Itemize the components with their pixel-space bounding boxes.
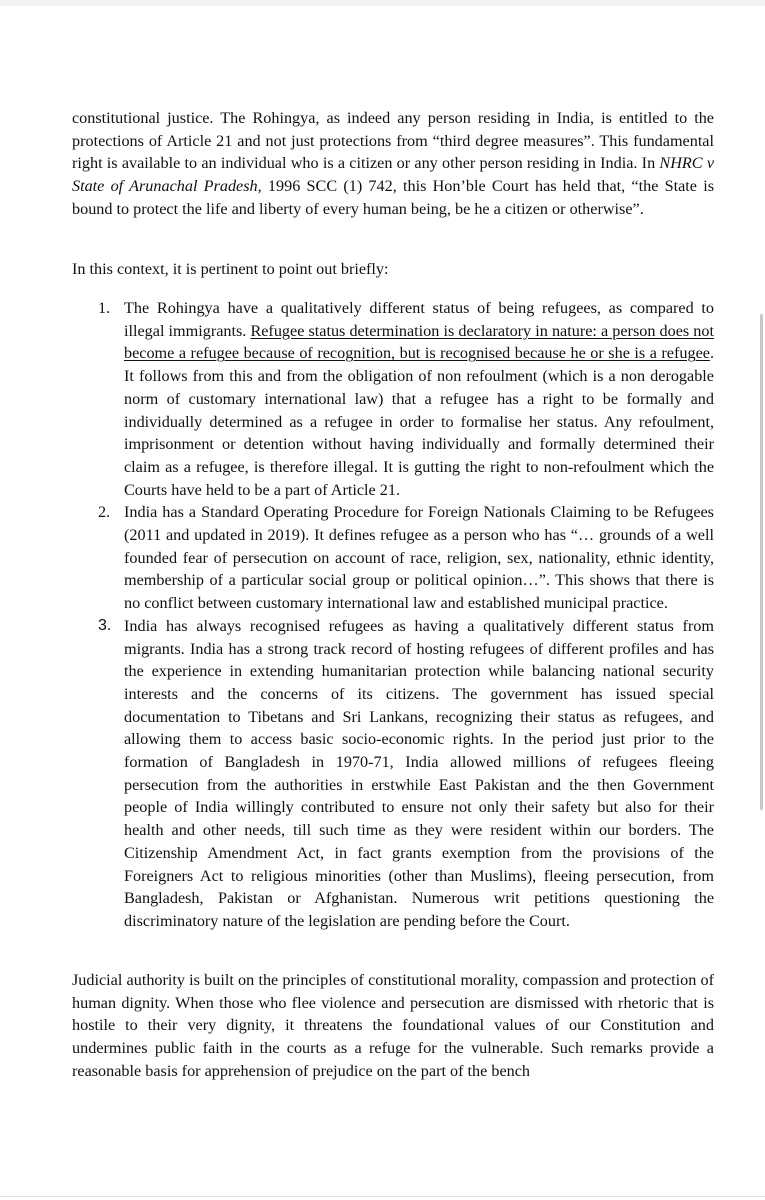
- para1-pre: constitutional justice. The Rohingya, as indeed any person residing in India, is entitled to the protections of Article 21 and not just protections from “third degree measures”. This fundamental right is available to an individual who is a citizen or any other person residing in India. In: [72, 109, 714, 173]
- list-item-2: [90, 501, 714, 615]
- paragraph-context: In this context, it is pertinent to point out briefly:: [72, 260, 389, 278]
- item1-post: . It follows from this and from the obligation of non refoulment (which is a non derogable norm of customary international law) that a refugee has a right to be formally and individually determined as a refugee in order to formalise her status. Any refoulment, imprisonment or detention without having individually and formally determined their claim as a refugee, is therefore illegal. It is gutting the right to non-refoulment which the Courts have held to be a part of Article 21.: [124, 344, 714, 499]
- paragraph-judicial-authority: Judicial authority is built on the principles of constitutional morality, compassion and protection of human dignity. When those who flee violence and persecution are dismissed with rhetoric that is hostile to their very dignity, it threatens the foundational values of our Constitution and undermines public faith in the courts as a refuge for the vulnerable. Such remarks provide a reasonable basis for apprehension of prejudice on the part of the bench: [72, 971, 714, 1080]
- case-citation: NHRC v State of Arunachal Pradesh,: [72, 154, 715, 196]
- para1-post: 1996 SCC (1) 742, this Hon’ble Court has held that, “the State is bound to protect the life and liberty of every human being, be he a citizen or otherwise”.: [72, 177, 714, 218]
- list-number: 3.: [98, 616, 112, 634]
- list-number: 2.: [98, 503, 111, 522]
- item2-text: India has a Standard Operating Procedure for Foreign Nationals Claiming to be Refugees (2011 and updated in 2019). It defines refugee as a person who has “… grounds of a well founded fear of persecution on account of race, religion, sex, nationality, ethnic identity, membership of a particular social group or political opinion…”. This shows that there is no conflict between customary international law and established municipal practice.: [124, 503, 714, 613]
- item1-pre: The Rohingya have a qualitatively different status of being refugees, as compared to illegal immigrants.: [124, 299, 714, 340]
- scrollbar[interactable]: [760, 314, 763, 810]
- list-item-1: [90, 297, 714, 501]
- list-number: 1.: [98, 299, 111, 317]
- item3-text: India has always recognised refugees as having a qualitatively different status from migrants. India has a strong track record of hosting refugees of different profiles and has the experience in extending humanitarian protection while balancing national security interests and the concerns of its citizens. The government has issued special documentation to Tibetans and Sri Lankans, recognizing their status as refugees, and allowing them to access basic socio-economic rights. In the period just prior to the formation of Bangladesh in 1970-71, India allowed millions of refugees fleeing persecution from the authorities in erstwhile East Pakistan and the then Government people of India willingly contributed to ensure not only their safety but also for their health and other needs, till such time as they were resident within our borders. The Citizenship Amendment Act, in fact grants exemption from the provisions of the Foreigners Act to religious minorities (other than Muslims), fleeing persecution, from Bangladesh, Pakistan or Afghanistan. Numerous writ petitions questioning the discriminatory nature of the legislation are pending before the Court.: [124, 616, 714, 930]
- list-item-3: [90, 615, 714, 933]
- numbered-list: [90, 297, 714, 933]
- paragraph-article-21: [72, 107, 714, 221]
- underlined-text: Refugee status determination is declaratory in nature: a person does not become a refugee because of recognition, but is recognised because he or she is a refugee: [124, 321, 714, 363]
- bottom-divider: [0, 1196, 765, 1197]
